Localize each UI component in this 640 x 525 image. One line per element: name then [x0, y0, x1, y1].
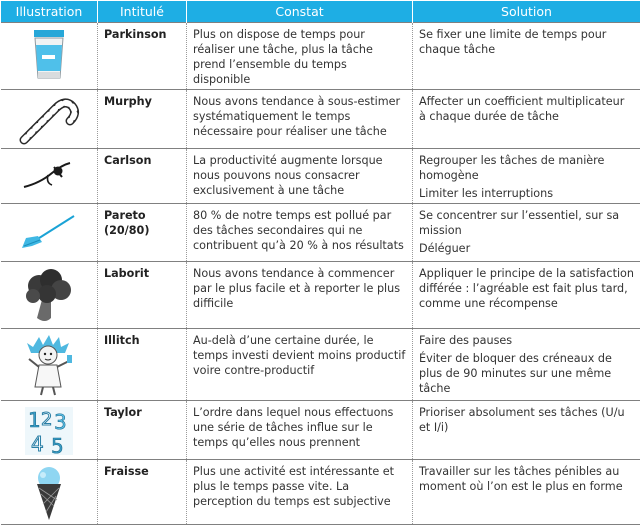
solution-text: Regrouper les tâches de manière homogène: [419, 153, 635, 183]
finding-cell: [187, 90, 413, 149]
header-illustration: Illustration: [1, 1, 98, 23]
solution-cell: [413, 23, 640, 90]
illustration-cell: [1, 329, 98, 401]
finding-cell: [187, 23, 413, 90]
finding-text: Plus on dispose de temps pour réaliser une tâche, plus la tâche prend l’ensemble du temps disponible: [193, 27, 406, 87]
table-row: [1, 149, 640, 204]
water-glass-icon: [29, 27, 69, 81]
finding-cell: [187, 329, 413, 401]
broom-icon: [18, 208, 80, 254]
header-title: Intitulé: [98, 1, 187, 23]
table-row: [1, 460, 640, 525]
illustration-cell: [1, 401, 98, 460]
solution-cell: [413, 460, 640, 525]
illustration-cell: [1, 23, 98, 90]
solution-cell: [413, 149, 640, 204]
table-row: [1, 262, 640, 329]
law-name: Fraisse: [98, 460, 187, 525]
illustration-cell: [1, 460, 98, 525]
solution-cell: [413, 204, 640, 262]
finding-cell: [187, 460, 413, 525]
solution-text: Se concentrer sur l’essentiel, sur sa mission: [419, 208, 635, 238]
finding-text: Nous avons tendance à commencer par le plus facile et à reporter le plus difficile: [193, 266, 406, 311]
solution-cell: [413, 262, 640, 329]
table-row: [1, 90, 640, 149]
knotted-rope-icon: [18, 153, 80, 195]
solution-cell: [413, 90, 640, 149]
finding-cell: [187, 149, 413, 204]
law-name: Illitch: [98, 329, 187, 401]
numbers-icon: [23, 405, 75, 457]
broccoli-icon: [21, 266, 77, 326]
digit-four: 4: [31, 432, 44, 456]
solution-text: Affecter un coefficient multiplicateur à chaque durée de tâche: [419, 94, 635, 124]
law-name: Taylor: [98, 401, 187, 460]
solution-text: Faire des pauses: [419, 333, 635, 348]
law-name: Pareto (20/80): [98, 204, 187, 262]
law-name: Murphy: [98, 90, 187, 149]
finding-text: Plus une activité est intéressante et plus le temps passe vite. La perception du temps est subjective: [193, 464, 406, 509]
solution-text: Prioriser absolument ses tâches (U/u et I/i): [419, 405, 635, 435]
finding-text: La productivité augmente lorsque nous pouvons nous consacrer exclusivement à une tâche: [193, 153, 406, 198]
solution-text: Éviter de bloquer des créneaux de plus de 90 minutes sur une même tâche: [419, 351, 635, 396]
law-name: Parkinson: [98, 23, 187, 90]
illustration-cell: [1, 204, 98, 262]
solution-text: Limiter les interruptions: [419, 186, 635, 201]
illustration-cell: [1, 149, 98, 204]
finding-text: 80 % de notre temps est pollué par des tâches secondaires qui ne contribuent qu’à 20 % à nos résultats: [193, 208, 406, 253]
solution-text: Déléguer: [419, 241, 635, 256]
finding-cell: [187, 204, 413, 262]
digit-one: 1: [28, 408, 41, 432]
table-row: [1, 23, 640, 90]
finding-cell: [187, 262, 413, 329]
law-name: Laborit: [98, 262, 187, 329]
solution-text: Appliquer le principe de la satisfaction différée : l’agréable est fait plus tard, comme une récompense: [419, 266, 635, 311]
law-name: Carlson: [98, 149, 187, 204]
finding-text: Nous avons tendance à sous-estimer systématiquement le temps nécessaire pour réaliser une tâche: [193, 94, 406, 139]
candy-cane-icon: [18, 94, 80, 146]
header-finding: Constat: [187, 1, 413, 23]
digit-five: 5: [51, 434, 64, 457]
solution-text: Travailler sur les tâches pénibles au moment où l’on est le plus en forme: [419, 464, 635, 494]
digit-two: 2: [41, 409, 52, 430]
header-solution: Solution: [413, 1, 640, 23]
table-row: [1, 204, 640, 262]
digit-three: 3: [54, 410, 67, 434]
illustration-cell: [1, 262, 98, 329]
solution-text: Se fixer une limite de temps pour chaque tâche: [419, 27, 635, 57]
table-row: [1, 401, 640, 460]
solution-cell: [413, 401, 640, 460]
mad-scientist-icon: [23, 333, 75, 397]
table-header-row: [1, 1, 640, 23]
ice-cream-cone-icon: [29, 464, 69, 522]
finding-cell: [187, 401, 413, 460]
finding-text: L’ordre dans lequel nous effectuons une série de tâches influe sur le temps qu’elles nous prennent: [193, 405, 406, 450]
illustration-cell: [1, 90, 98, 149]
finding-text: Au-delà d’une certaine durée, le temps investi devient moins productif voire contre-productif: [193, 333, 406, 378]
solution-cell: [413, 329, 640, 401]
table-row: [1, 329, 640, 401]
